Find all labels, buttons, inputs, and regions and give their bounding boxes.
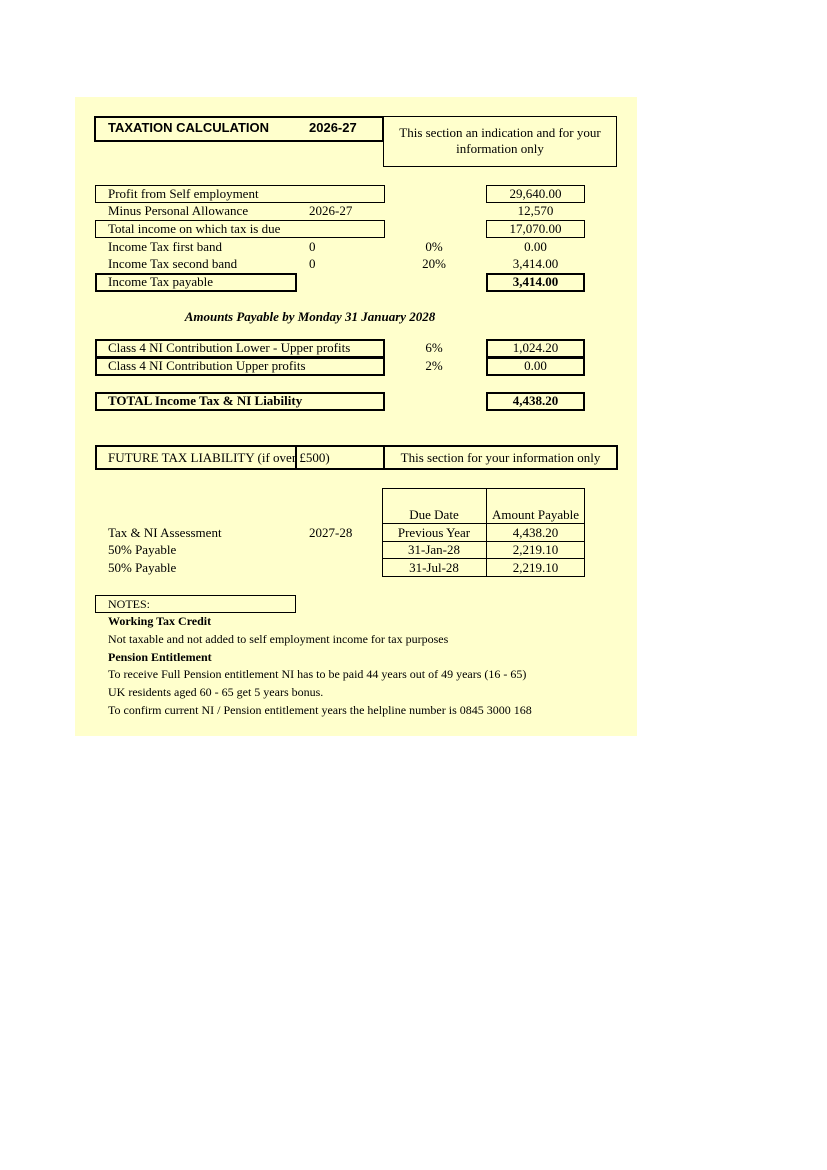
future-liability-label: FUTURE TAX LIABILITY (if over £500) xyxy=(108,450,330,465)
income-tax-payable-amount: 3,414.00 xyxy=(512,274,559,289)
ni-label: Class 4 NI Contribution Lower - Upper profits xyxy=(108,340,351,355)
calc-label: Total income on which tax is due xyxy=(108,221,281,236)
notes-label: NOTES: xyxy=(108,597,150,611)
calc-amount: 12,570 xyxy=(517,203,554,218)
calc-amount: 29,640.00 xyxy=(509,186,562,201)
calc-label: Income Tax first band xyxy=(108,239,223,254)
page-title: TAXATION CALCULATION xyxy=(108,120,270,135)
calc-rate: 20% xyxy=(422,256,446,271)
schedule-row-line xyxy=(382,523,585,524)
pension-note: To confirm current NI / Pension entitlement years the helpline number is 0845 3000 168 xyxy=(108,703,532,717)
working-tax-credit-text: Not taxable and not added to self employment income for tax purposes xyxy=(108,632,449,646)
calc-amount: 3,414.00 xyxy=(512,256,559,271)
due-date-header: Due Date xyxy=(409,507,459,522)
future-note: This section for your information only xyxy=(400,450,601,465)
info-note-top-border xyxy=(383,116,617,117)
info-note-bottom-border xyxy=(383,166,617,167)
calc-rate: 0% xyxy=(425,239,443,254)
schedule-amount: 4,438.20 xyxy=(512,525,559,540)
calc-amount: 0.00 xyxy=(524,239,547,254)
info-note: This section an indication and for your information only xyxy=(399,125,601,156)
calc-label: Profit from Self employment xyxy=(108,186,259,201)
schedule-row-line xyxy=(382,558,585,559)
schedule-label: 50% Payable xyxy=(108,542,177,557)
pension-note: To receive Full Pension entitlement NI has to be paid 44 years out of 49 years (16 - 65) xyxy=(108,667,527,681)
ni-rate: 6% xyxy=(425,340,443,355)
ni-label: Class 4 NI Contribution Upper profits xyxy=(108,358,306,373)
amount-payable-header: Amount Payable xyxy=(491,507,579,522)
calc-year: 2026-27 xyxy=(309,203,353,218)
ni-amount: 0.00 xyxy=(524,358,547,373)
schedule-amount: 2,219.10 xyxy=(512,542,559,557)
tax-year: 2026-27 xyxy=(309,120,357,135)
working-tax-credit-heading: Working Tax Credit xyxy=(108,614,212,628)
calc-year: 0 xyxy=(309,256,316,271)
schedule-label: 50% Payable xyxy=(108,560,177,575)
ni-rate: 2% xyxy=(425,358,443,373)
schedule-due-date: 31-Jan-28 xyxy=(408,542,460,557)
total-amount: 4,438.20 xyxy=(512,393,559,408)
total-label: TOTAL Income Tax & NI Liability xyxy=(108,393,303,408)
calc-amount: 17,070.00 xyxy=(509,221,562,236)
income-tax-payable-label: Income Tax payable xyxy=(108,274,213,289)
pension-note: UK residents aged 60 - 65 get 5 years bonus. xyxy=(108,685,324,699)
calc-year: 0 xyxy=(309,239,316,254)
amounts-payable-heading: Amounts Payable by Monday 31 January 2028 xyxy=(184,309,436,324)
ni-amount: 1,024.20 xyxy=(512,340,559,355)
pension-heading: Pension Entitlement xyxy=(108,650,212,664)
info-note-left-border xyxy=(383,116,384,167)
info-note-right-border xyxy=(616,116,617,167)
calc-label: Income Tax second band xyxy=(108,256,238,271)
schedule-due-date: Previous Year xyxy=(397,525,471,540)
schedule-year: 2027-28 xyxy=(309,525,353,540)
schedule-label: Tax & NI Assessment xyxy=(108,525,222,540)
schedule-due-date: 31-Jul-28 xyxy=(409,560,459,575)
schedule-amount: 2,219.10 xyxy=(512,560,559,575)
calc-label: Minus Personal Allowance xyxy=(108,203,249,218)
